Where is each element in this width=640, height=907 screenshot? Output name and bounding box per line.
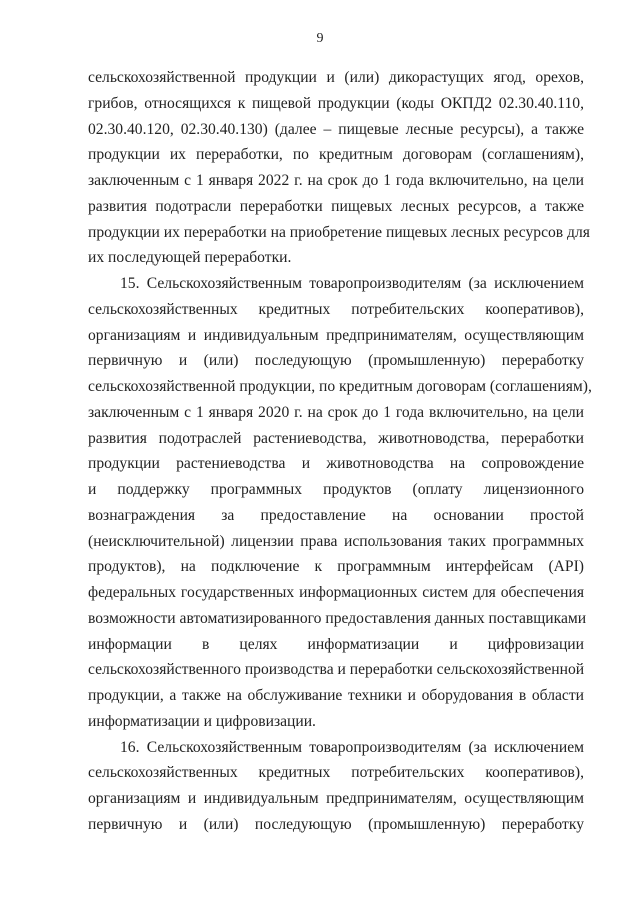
text-line: сельскохозяйственной продукции, по кредитным договорам (соглашениям),: [88, 378, 592, 395]
text-line: их последующей переработки.: [88, 249, 292, 267]
text-line: сельскохозяйственных кредитных потребительских кооперативов),: [88, 300, 584, 318]
text-line: продуктов), на подключение к программным интерфейсам (API): [88, 558, 584, 576]
paragraph: [88, 735, 584, 838]
document-body: [88, 65, 592, 838]
text-line: (неисключительной) лицензии права использования таких программных: [88, 532, 584, 550]
text-line: первичную и (или) последующую (промышленную) переработку: [88, 815, 584, 833]
text-line: продукции растениеводства и животноводства на сопровождение: [88, 455, 584, 473]
paragraph: [88, 271, 592, 735]
text-line: 15. Сельскохозяйственным товаропроизводителям (за исключением: [120, 275, 584, 292]
text-line: и поддержку программных продуктов (оплату лицензионного: [88, 481, 584, 498]
text-line: сельскохозяйственного производства и переработки сельскохозяйственной: [88, 661, 585, 679]
text-line: 16. Сельскохозяйственным товаропроизводителям (за исключением: [120, 738, 584, 756]
text-line: развития подотраслей растениеводства, животноводства, переработки: [88, 429, 584, 447]
text-line: организациям и индивидуальным предпринимателям, осуществляющим: [88, 790, 584, 807]
text-line: вознаграждения за предоставление на основании простой: [88, 506, 584, 524]
text-line: заключенным с 1 января 2022 г. на срок до 1 года включительно, на цели: [88, 172, 584, 189]
text-line: сельскохозяйственных кредитных потребительских кооперативов),: [88, 764, 584, 782]
paragraph: [88, 65, 590, 271]
text-line: организациям и индивидуальным предпринимателям, осуществляющим: [88, 326, 584, 344]
text-line: первичную и (или) последующую (промышленную) переработку: [88, 352, 584, 370]
text-line: продукции их переработки на приобретение пищевых лесных ресурсов для: [88, 223, 590, 241]
text-line: федеральных государственных информационных систем для обеспечения: [88, 584, 584, 601]
text-line: информации в целях информатизации и цифровизации: [88, 635, 584, 653]
text-line: информатизации и цифровизации.: [88, 712, 316, 730]
text-line: сельскохозяйственной продукции и (или) дикорастущих ягод, орехов,: [88, 69, 584, 86]
text-line: развития подотрасли переработки пищевых лесных ресурсов, а также: [88, 197, 584, 215]
text-line: заключенным с 1 января 2020 г. на срок до 1 года включительно, на цели: [88, 403, 584, 421]
text-line: продукции, а также на обслуживание техники и оборудования в области: [88, 687, 584, 704]
page-number: 9: [316, 31, 324, 46]
text-line: возможности автоматизированного предоставления данных поставщиками: [88, 609, 587, 627]
text-line: грибов, относящихся к пищевой продукции (коды ОКПД2 02.30.40.110,: [88, 94, 584, 112]
text-line: продукции их переработки, по кредитным договорам (соглашениям),: [88, 146, 584, 164]
text-line: 02.30.40.120, 02.30.40.130) (далее – пищевые лесные ресурсы), а также: [88, 120, 584, 138]
